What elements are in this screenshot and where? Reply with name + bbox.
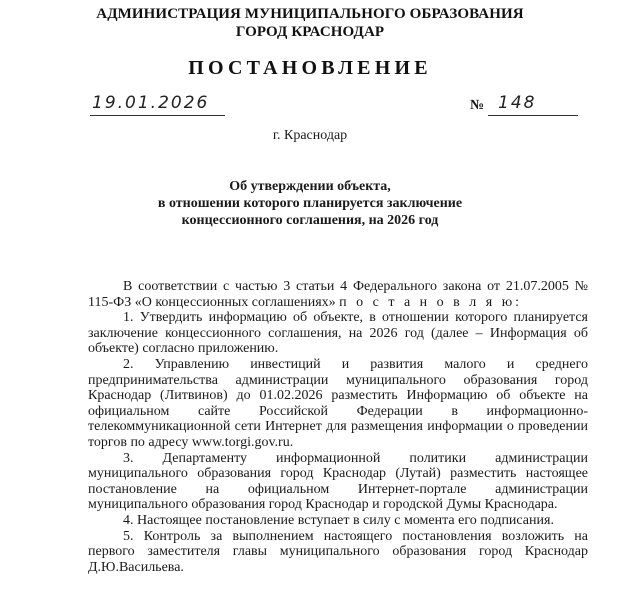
handwritten-number: 148 bbox=[498, 93, 537, 113]
clause-3: 3. Департаменту информационной политики администрации муниципального образования город Краснодар (Лутай) разместить настоящее постановление на официальном Интернет-портале администрации муниципального образования город Краснодар и городской Думы Краснодара. bbox=[88, 450, 588, 513]
issuer-line-1: АДМИНИСТРАЦИЯ МУНИЦИПАЛЬНОГО ОБРАЗОВАНИЯ bbox=[96, 6, 524, 22]
preamble-decree: п о с т а н о в л я ю: bbox=[339, 294, 523, 310]
document-body bbox=[88, 279, 588, 575]
title-line-2: в отношении которого планируется заключение bbox=[157, 196, 463, 211]
number-label: № bbox=[470, 98, 485, 113]
document-title bbox=[0, 178, 620, 229]
handwritten-date: 19.01.2026 bbox=[92, 93, 210, 113]
clause-1: 1. Утвердить информацию об объекте, в отношении которого планируется заключение концессионного соглашения, на 2026 год (далее – Информация об объекте) согласно приложению. bbox=[88, 310, 588, 357]
clause-2: 2. Управлению инвестиций и развития малого и среднего предпринимательства администрации муниципального образования город Краснодар (Литвинов) до 01.02.2026 разместить Информацию об объекте на официальном сайте Российской Федерации в информационно-телекоммуникационной сети Интернет для размещения информации о проведении торгов по адресу www.torgi.gov.ru. bbox=[88, 356, 588, 450]
document-type: ПОСТАНОВЛЕНИЕ bbox=[188, 57, 432, 79]
title-line-1: Об утверждении объекта, bbox=[229, 179, 391, 194]
preamble bbox=[88, 279, 588, 310]
city: г. Краснодар bbox=[272, 128, 348, 143]
date-field bbox=[90, 93, 225, 116]
number-field bbox=[488, 93, 578, 116]
issuer-line-2: ГОРОД КРАСНОДАР bbox=[235, 24, 385, 40]
preamble-text: В соответствии с частью 3 статьи 4 Федерального закона от 21.07.2005 № 115-ФЗ «О концессионных соглашениях» bbox=[88, 279, 588, 310]
clause-5: 5. Контроль за выполнением настоящего постановления возложить на первого заместителя главы муниципального образования город Краснодар Д.Ю.Васильева. bbox=[88, 528, 588, 575]
clause-4: 4. Настоящее постановление вступает в силу с момента его подписания. bbox=[123, 512, 554, 528]
title-line-3: концессионного соглашения, на 2026 год bbox=[181, 213, 439, 228]
